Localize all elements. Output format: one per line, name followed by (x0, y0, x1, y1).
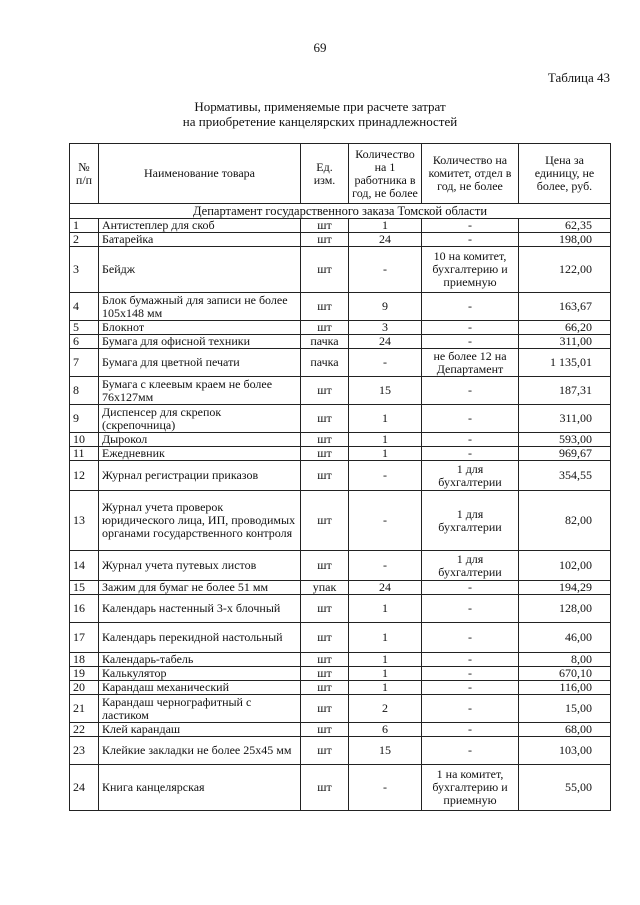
cell-qty-per-worker: 3 (349, 321, 422, 335)
header-unit: Ед. изм. (301, 144, 349, 204)
table-row (70, 349, 611, 377)
cell-price: 103,00 (519, 737, 611, 765)
cell-unit: шт (301, 377, 349, 405)
cell-price: 8,00 (519, 653, 611, 667)
cell-unit: шт (301, 321, 349, 335)
cell-qty-per-committee: - (422, 219, 519, 233)
cell-price: 1 135,01 (519, 349, 611, 377)
cell-qty-per-worker: - (349, 247, 422, 293)
cell-qty-per-committee: 10 на комитет, бухгалтерию и приемную (422, 247, 519, 293)
cell-qty-per-worker: 1 (349, 681, 422, 695)
cell-qty-per-worker: - (349, 491, 422, 551)
cell-num: 23 (70, 737, 99, 765)
cell-unit: шт (301, 653, 349, 667)
table-row (70, 695, 611, 723)
cell-qty-per-worker: 24 (349, 581, 422, 595)
cell-price: 55,00 (519, 765, 611, 811)
cell-num: 2 (70, 233, 99, 247)
cell-name: Бумага с клеевым краем не более 76х127мм (99, 377, 301, 405)
cell-qty-per-worker: 2 (349, 695, 422, 723)
cell-name: Журнал регистрации приказов (99, 461, 301, 491)
table-row (70, 293, 611, 321)
cell-price: 311,00 (519, 335, 611, 349)
cell-name: Карандаш чернографитный с ластиком (99, 695, 301, 723)
cell-unit: шт (301, 447, 349, 461)
cell-qty-per-committee: 1 для бухгалтерии (422, 461, 519, 491)
title-line-2: на приобретение канцелярских принадлежностей (182, 114, 458, 129)
cell-unit: шт (301, 737, 349, 765)
cell-num: 6 (70, 335, 99, 349)
cell-qty-per-committee: 1 для бухгалтерии (422, 491, 519, 551)
cell-qty-per-worker: 1 (349, 595, 422, 623)
cell-name: Клей карандаш (99, 723, 301, 737)
cell-unit: шт (301, 293, 349, 321)
table-row (70, 247, 611, 293)
cell-qty-per-committee: - (422, 433, 519, 447)
cell-qty-per-worker: 1 (349, 447, 422, 461)
cell-qty-per-committee: - (422, 335, 519, 349)
table-row (70, 595, 611, 623)
cell-qty-per-committee: 1 на комитет, бухгалтерию и приемную (422, 765, 519, 811)
cell-qty-per-worker: 1 (349, 623, 422, 653)
cell-qty-per-committee: - (422, 623, 519, 653)
table-row (70, 581, 611, 595)
table-header-row (70, 144, 611, 204)
cell-qty-per-committee: - (422, 723, 519, 737)
cell-num: 18 (70, 653, 99, 667)
cell-qty-per-committee: - (422, 695, 519, 723)
table-row (70, 321, 611, 335)
header-qty-per-committee: Количество на комитет, отдел в год, не более (422, 144, 519, 204)
cell-unit: шт (301, 551, 349, 581)
cell-unit: шт (301, 491, 349, 551)
cell-price: 311,00 (519, 405, 611, 433)
cell-price: 102,00 (519, 551, 611, 581)
document-title (0, 99, 640, 129)
cell-num: 7 (70, 349, 99, 377)
cell-qty-per-committee: - (422, 293, 519, 321)
cell-unit: шт (301, 233, 349, 247)
cell-name: Антистеплер для скоб (99, 219, 301, 233)
cell-name: Бумага для цветной печати (99, 349, 301, 377)
cell-price: 46,00 (519, 623, 611, 653)
cell-price: 198,00 (519, 233, 611, 247)
cell-price: 969,67 (519, 447, 611, 461)
cell-price: 66,20 (519, 321, 611, 335)
cell-qty-per-worker: 9 (349, 293, 422, 321)
cell-name: Книга канцелярская (99, 765, 301, 811)
cell-price: 194,29 (519, 581, 611, 595)
cell-qty-per-worker: - (349, 461, 422, 491)
cell-unit: шт (301, 405, 349, 433)
cell-unit: шт (301, 433, 349, 447)
cell-qty-per-committee: - (422, 447, 519, 461)
table-row (70, 491, 611, 551)
cell-qty-per-committee: не более 12 на Департамент (422, 349, 519, 377)
cell-num: 22 (70, 723, 99, 737)
cell-name: Бумага для офисной техники (99, 335, 301, 349)
cell-name: Карандаш механический (99, 681, 301, 695)
cell-num: 20 (70, 681, 99, 695)
table-row (70, 681, 611, 695)
cell-unit: шт (301, 681, 349, 695)
cell-unit: пачка (301, 349, 349, 377)
cell-price: 354,55 (519, 461, 611, 491)
table-row (70, 653, 611, 667)
cell-name: Батарейка (99, 233, 301, 247)
cell-unit: шт (301, 667, 349, 681)
cell-num: 3 (70, 247, 99, 293)
table-row (70, 447, 611, 461)
cell-qty-per-committee: 1 для бухгалтерии (422, 551, 519, 581)
cell-qty-per-worker: 15 (349, 377, 422, 405)
page-number: 69 (313, 40, 327, 55)
cell-qty-per-committee: - (422, 595, 519, 623)
table-row (70, 377, 611, 405)
cell-num: 5 (70, 321, 99, 335)
cell-qty-per-worker: 1 (349, 219, 422, 233)
cell-qty-per-worker: 1 (349, 433, 422, 447)
cell-qty-per-committee: - (422, 321, 519, 335)
header-num: № п/п (70, 144, 99, 204)
cell-name: Блок бумажный для записи не более 105х148 мм (99, 293, 301, 321)
cell-unit: шт (301, 247, 349, 293)
cell-name: Календарь-табель (99, 653, 301, 667)
cell-name: Блокнот (99, 321, 301, 335)
cell-num: 16 (70, 595, 99, 623)
cell-unit: шт (301, 723, 349, 737)
cell-name: Календарь перекидной настольный (99, 623, 301, 653)
cell-price: 163,67 (519, 293, 611, 321)
cell-num: 4 (70, 293, 99, 321)
cell-qty-per-worker: - (349, 765, 422, 811)
cell-name: Зажим для бумаг не более 51 мм (99, 581, 301, 595)
cell-price: 128,00 (519, 595, 611, 623)
cell-qty-per-worker: 1 (349, 405, 422, 433)
cell-num: 24 (70, 765, 99, 811)
cell-price: 62,35 (519, 219, 611, 233)
table-row (70, 551, 611, 581)
cell-num: 9 (70, 405, 99, 433)
table-row (70, 623, 611, 653)
cell-price: 670,10 (519, 667, 611, 681)
cell-qty-per-committee: - (422, 405, 519, 433)
cell-unit: шт (301, 219, 349, 233)
cell-num: 13 (70, 491, 99, 551)
cell-qty-per-worker: 6 (349, 723, 422, 737)
cell-price: 15,00 (519, 695, 611, 723)
cell-name: Бейдж (99, 247, 301, 293)
cell-unit: шт (301, 461, 349, 491)
table-row (70, 219, 611, 233)
cell-num: 8 (70, 377, 99, 405)
cell-unit: шт (301, 695, 349, 723)
cell-unit: пачка (301, 335, 349, 349)
cell-price: 593,00 (519, 433, 611, 447)
cell-qty-per-committee: - (422, 233, 519, 247)
table-row (70, 335, 611, 349)
cell-price: 122,00 (519, 247, 611, 293)
cell-qty-per-worker: 1 (349, 653, 422, 667)
cell-name: Журнал учета проверок юридического лица, ИП, проводимых органами государственного контроля (99, 491, 301, 551)
cell-qty-per-committee: - (422, 667, 519, 681)
cell-qty-per-committee: - (422, 377, 519, 405)
cell-num: 15 (70, 581, 99, 595)
table-row (70, 461, 611, 491)
cell-num: 17 (70, 623, 99, 653)
header-qty-per-worker: Количество на 1 работника в год, не более (349, 144, 422, 204)
norms-table (69, 143, 611, 811)
header-name: Наименование товара (99, 144, 301, 204)
cell-unit: шт (301, 595, 349, 623)
cell-name: Диспенсер для скрепок (скрепочница) (99, 405, 301, 433)
cell-name: Калькулятор (99, 667, 301, 681)
cell-num: 11 (70, 447, 99, 461)
cell-price: 68,00 (519, 723, 611, 737)
table-row (70, 405, 611, 433)
header-price: Цена за единицу, не более, руб. (519, 144, 611, 204)
cell-num: 14 (70, 551, 99, 581)
cell-qty-per-worker: - (349, 349, 422, 377)
table-label: Таблица 43 (547, 70, 610, 85)
cell-name: Ежедневник (99, 447, 301, 461)
cell-qty-per-committee: - (422, 681, 519, 695)
cell-unit: шт (301, 765, 349, 811)
table-row (70, 433, 611, 447)
cell-unit: упак (301, 581, 349, 595)
cell-num: 21 (70, 695, 99, 723)
table-row (70, 233, 611, 247)
section-row (70, 204, 611, 219)
cell-name: Дырокол (99, 433, 301, 447)
cell-price: 116,00 (519, 681, 611, 695)
table-row (70, 737, 611, 765)
cell-num: 1 (70, 219, 99, 233)
cell-qty-per-worker: - (349, 551, 422, 581)
cell-qty-per-committee: - (422, 737, 519, 765)
cell-price: 82,00 (519, 491, 611, 551)
cell-num: 12 (70, 461, 99, 491)
cell-unit: шт (301, 623, 349, 653)
table-row (70, 765, 611, 811)
table-row (70, 723, 611, 737)
cell-qty-per-worker: 15 (349, 737, 422, 765)
cell-qty-per-committee: - (422, 581, 519, 595)
cell-num: 10 (70, 433, 99, 447)
cell-price: 187,31 (519, 377, 611, 405)
cell-name: Клейкие закладки не более 25х45 мм (99, 737, 301, 765)
section-title: Департамент государственного заказа Томской области (70, 204, 611, 219)
cell-num: 19 (70, 667, 99, 681)
cell-qty-per-committee: - (422, 653, 519, 667)
cell-name: Календарь настенный 3-х блочный (99, 595, 301, 623)
cell-qty-per-worker: 24 (349, 335, 422, 349)
cell-qty-per-worker: 24 (349, 233, 422, 247)
title-line-1: Нормативы, применяемые при расчете затрат (194, 99, 446, 114)
cell-qty-per-worker: 1 (349, 667, 422, 681)
cell-name: Журнал учета путевых листов (99, 551, 301, 581)
table-row (70, 667, 611, 681)
